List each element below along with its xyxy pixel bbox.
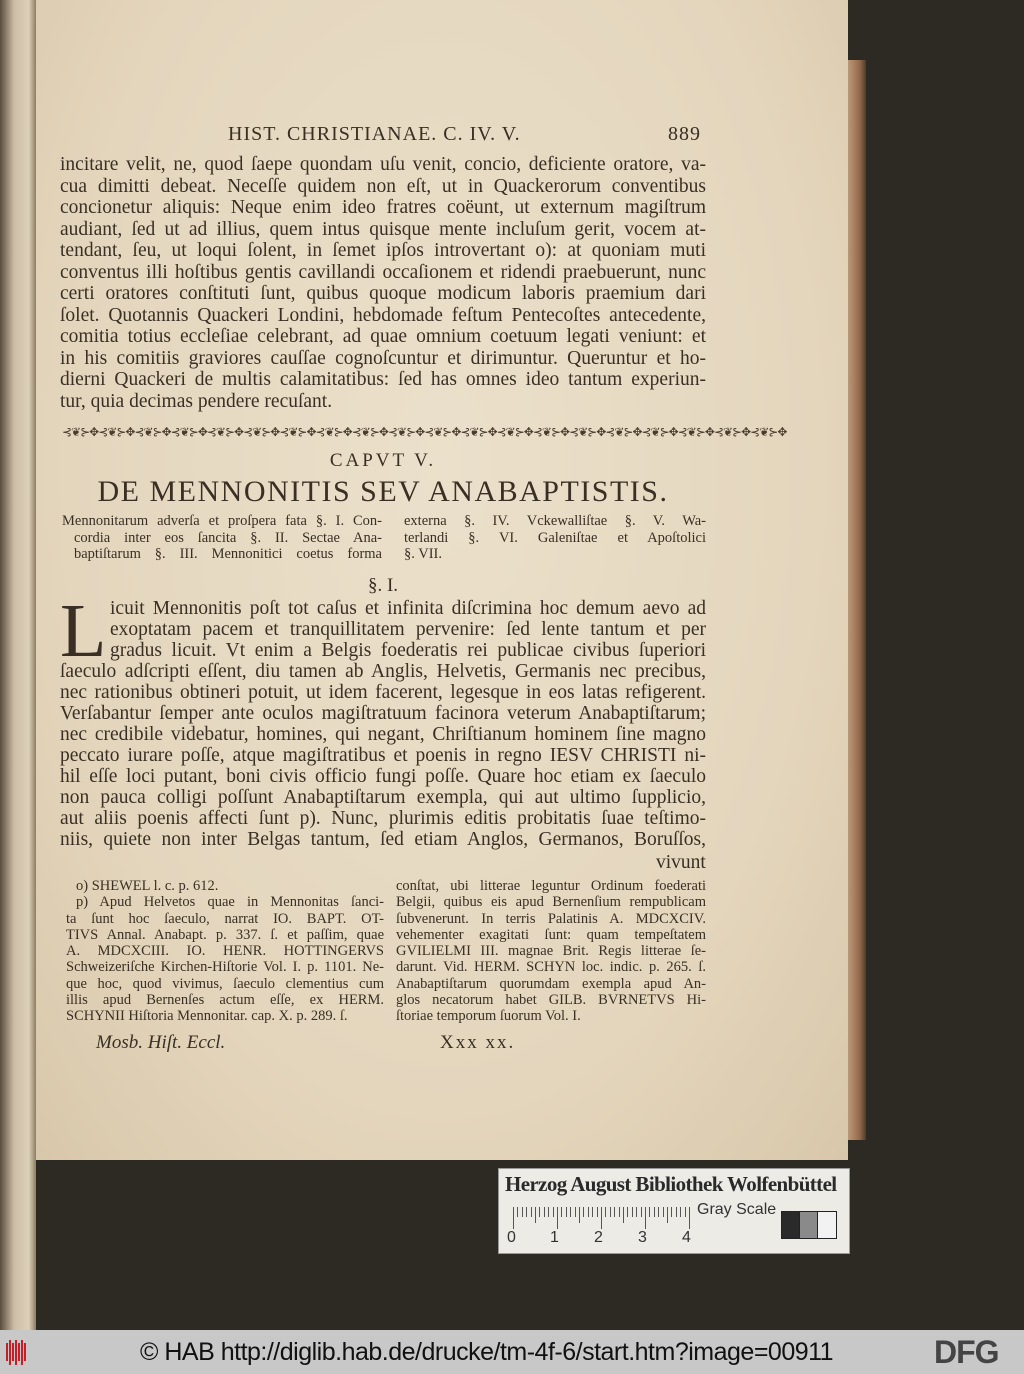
ruler-tick	[539, 1207, 540, 1217]
ruler-tick	[667, 1207, 668, 1223]
scale-number: 3	[638, 1229, 647, 1246]
footnote-line: vehementer exagitati ſunt: quam tempeſtatem	[396, 926, 706, 943]
text-line: aut aliis poenis affecti ſunt p). Nunc, plurimis editis probitatis ſuae teſtimo-	[60, 808, 706, 829]
summary-line: baptiſtarum §. III. Mennonitici coetus forma	[74, 546, 382, 562]
ruler-tick	[566, 1207, 567, 1217]
library-name: Herzog August Bibliothek Wolfenbüttel	[505, 1172, 837, 1196]
ruler-tick	[685, 1207, 686, 1217]
ruler-tick	[544, 1207, 545, 1217]
footnote-line: ſubvenerunt. In terris Palatinis A. MDCXCIV.	[396, 910, 706, 927]
text-line: exoptatam pacem et tranquillitatem pervenire: ſed lente tantum et per	[110, 619, 706, 640]
text-line: hil eſſe loci putant, boni civis officio fungi poſſe. Quare hoc etiam ex ſaeculo	[60, 766, 706, 787]
text-line: certi oratores conſtituti ſunt, quibus quoque modicum laboris praemium dari	[60, 283, 706, 304]
catchword: vivunt	[656, 852, 706, 873]
ruler-tick	[641, 1207, 642, 1217]
gray-scale-label: Gray Scale	[697, 1201, 777, 1218]
logo-bar	[12, 1343, 14, 1361]
scale-number: 4	[682, 1229, 691, 1246]
text-line: gradus licuit. Vt enim a Belgis foederatis rei publicae civibus ſuperiori	[110, 640, 706, 661]
ruler-tick	[619, 1207, 620, 1217]
summary-line: §. VII.	[404, 546, 442, 562]
ruler-tick	[689, 1207, 690, 1229]
ruler-tick	[658, 1207, 659, 1217]
footnote-line: ta ſunt hoc ſaeculo, narrat IO. BAPT. OT-	[66, 910, 384, 927]
ruler-tick	[570, 1207, 571, 1217]
signature-mark: Xxx xx.	[440, 1032, 516, 1053]
footnote-line: A. MDCXCIII. IO. HENR. HOTTINGERVS	[66, 943, 384, 960]
ruler-tick	[614, 1207, 615, 1217]
scale-number: 1	[550, 1229, 559, 1246]
scale-ruler	[513, 1207, 693, 1227]
ruler-tick	[517, 1207, 518, 1217]
ruler-tick	[579, 1207, 580, 1223]
footnote-line: glos necatorum habet GILB. BVRNETVS Hi-	[396, 992, 706, 1009]
footnote-line: SCHYNII Hiſtoria Mennonitar. cap. X. p. 289. ſ.	[66, 1008, 348, 1025]
summary-line: cordia inter eos ſancita §. II. Sectae Ana-	[74, 529, 382, 546]
ruler-tick	[680, 1207, 681, 1217]
ruler-tick	[601, 1207, 602, 1229]
text-line: in his comitiis graviores cauſſae cognoſcuntur et dirimuntur. Queruntur et ho-	[60, 347, 706, 369]
text-line: comitia totius eccleſiae celebrant, ad quae omnium coetuum legati veniunt: et	[60, 326, 706, 347]
source-url[interactable]: © HAB http://diglib.hab.de/drucke/tm-4f-6/start.htm?image=00911	[140, 1338, 834, 1366]
drop-cap: L	[60, 589, 107, 673]
ruler-tick	[610, 1207, 611, 1217]
ruler-tick	[553, 1207, 554, 1217]
gray-swatch	[817, 1211, 837, 1239]
logo-bar	[24, 1343, 26, 1361]
logo-bar	[6, 1343, 8, 1361]
footnote-line: p) Apud Helvetos quae in Mennonitas ſanci-	[76, 894, 384, 911]
text-line: tur, quia decimas pendere recuſant.	[60, 390, 333, 412]
ruler-tick	[583, 1207, 584, 1217]
ruler-tick	[513, 1207, 514, 1229]
text-line: non pauca colligi poſſunt Anabaptiſtarum exempla, qui aut ultimo ſupplicio,	[60, 787, 706, 808]
ruler-tick	[627, 1207, 628, 1217]
footnote-line: illis apud Bernenſes actum eſſe, ex HERM.	[66, 992, 384, 1009]
text-line: cua dimitti debeat. Neceſſe quidem non eſt, ut in Quackerorum conventibus	[60, 175, 706, 197]
text-line: incitare velit, ne, quod ſaepe quondam uſu venit, concio, deficiente oratore, va-	[60, 154, 706, 175]
footnote-line: Belgii, quibus eis apud Bernenſium rempublicam	[396, 894, 706, 911]
footnotes-left	[66, 878, 384, 1025]
scale-number: 0	[507, 1229, 516, 1246]
text-line: Verſabantur ſemper ante oculos magiſtratuum facinora veterum Anabaptiſtarum;	[60, 703, 706, 724]
summary-line: Mennonitarum adverſa et proſpera fata §. I. Con-	[62, 513, 382, 529]
page-block-edge	[848, 60, 866, 1140]
logo-bar	[21, 1340, 23, 1365]
text-line: nec credibile videbatur, homines, qui negant, Chriſtianum hominem ſine magno	[60, 724, 706, 745]
text-line: tendant, ſeu, ut loqui ſolent, in ſemet ipſos introvertant o): at quoniam muti	[60, 240, 706, 261]
ruler-tick	[649, 1207, 650, 1217]
adjacent-page-edge	[0, 0, 36, 1330]
ruler-tick	[592, 1207, 593, 1217]
ornament-divider: ⊰❦⊱✥⊰❦⊱✥⊰❦⊱✥⊰❦⊱✥⊰❦⊱✥⊰❦⊱✥⊰❦⊱✥⊰❦⊱✥⊰❦⊱✥⊰❦⊱✥⊰❦⊱✥⊰❦⊱✥⊰❦⊱✥⊰❦⊱✥⊰❦⊱✥⊰❦⊱✥⊰❦⊱✥⊰❦⊱✥⊰❦⊱✥⊰❦⊱✥	[62, 425, 787, 439]
chapter-summary-left	[62, 513, 382, 563]
gray-swatch	[799, 1211, 819, 1239]
ruler-tick	[663, 1207, 664, 1217]
color-calibration-card	[498, 1168, 850, 1254]
chapter-title: DE MENNONITIS SEV ANABAPTISTIS.	[97, 475, 669, 508]
ruler-tick	[636, 1207, 637, 1217]
ruler-tick	[575, 1207, 576, 1217]
gray-swatch	[781, 1211, 801, 1239]
footnote-line: TIVS Annal. Anabapt. p. 337. ſ. et paſſim, quae	[66, 926, 384, 943]
summary-line: externa §. IV. Vckewalliſtae §. V. Wa-	[404, 513, 706, 529]
ruler-tick	[588, 1207, 589, 1217]
ruler-tick	[548, 1207, 549, 1217]
ruler-tick	[561, 1207, 562, 1217]
scale-number: 2	[594, 1229, 603, 1246]
ruler-tick	[597, 1207, 598, 1217]
running-head: HIST. CHRISTIANAE. C. IV. V.	[228, 123, 521, 145]
footnote-line: GVILIELMI III. magnae Brit. Regis litterae ſe-	[396, 943, 706, 960]
ruler-tick	[557, 1207, 558, 1229]
chapter-label: CAPVT V.	[329, 450, 437, 471]
ruler-tick	[526, 1207, 527, 1217]
footnote-line: o) SHEWEL l. c. p. 612.	[76, 878, 219, 894]
text-line: niis, quiete non inter Belgas tantum, ſed etiam Anglos, Germanos, Boruſſos,	[60, 829, 706, 850]
page-number: 889	[668, 123, 701, 145]
signature-abbrev: Mosb. Hiſt. Eccl.	[96, 1032, 226, 1053]
ruler-tick	[522, 1207, 523, 1217]
logo-bar	[18, 1343, 20, 1361]
ruler-tick	[645, 1207, 646, 1229]
text-line: dierni Quackeri de multis calamitatibus: ſed has omnes ideo tantum experiun-	[60, 369, 706, 390]
footnote-line: ſtoriae temporum ſuorum Vol. I.	[396, 1008, 581, 1025]
footnote-line: Schweizeriſche Kirchen-Hiſtorie Vol. I. p. 1101. Ne-	[66, 959, 384, 976]
text-line: audiant, ſed ut ad illius, quem intus quisque mente incluſum gerit, vocem at-	[60, 218, 706, 240]
footnote-line: darunt. Vid. HERM. SCHYN loc. indic. p. 265. ſ.	[396, 959, 706, 976]
footnote-line: que hoc, quod vivimus, ſaeculo clementius cum	[66, 975, 384, 992]
text-line: concionetur aliquis: Neque enim ideo fratres coëunt, ut externum magiſtrum	[60, 197, 706, 218]
text-line: conventus illi hoſtibus gentis cavillandi occaſionem et ridendi praebuerunt, nunc	[60, 261, 706, 283]
text-line: icuit Mennonitis poſt tot caſus et infinita diſcrimina hoc demum aevo ad	[110, 598, 706, 619]
ruler-tick	[671, 1207, 672, 1217]
logo-bar	[15, 1340, 17, 1365]
text-line: nec rationibus obtineri potuit, ut idem facerent, legesque in eos latas refigerent.	[60, 682, 706, 703]
hab-logo-icon	[6, 1336, 26, 1368]
logo-bar	[9, 1340, 11, 1365]
ruler-tick	[632, 1207, 633, 1217]
ruler-tick	[605, 1207, 606, 1217]
footnote-line: conſtat, ubi litterae leguntur Ordinum foederati	[396, 878, 706, 894]
footer-bar	[0, 1330, 1024, 1374]
summary-line: terlandi §. VI. Galeniſtae et Apoſtolici	[404, 529, 706, 546]
chapter-summary-right	[404, 513, 706, 563]
text-line: peccato iurare poſſe, atque magiſtratibus et poenis in regno IESV CHRISTI ni-	[60, 745, 706, 766]
ruler-tick	[531, 1207, 532, 1217]
text-line: ſolet. Quotannis Quackeri Londini, hebdomade feſtum Pentecoſtes antecedente,	[60, 304, 706, 326]
ruler-tick	[623, 1207, 624, 1223]
footnote-line: Anabaptiſtarum quorumdam exempla apud An-	[396, 975, 706, 992]
text-line: ſaeculo adſcripti eſſent, diu tamen ab Anglis, Helvetis, Germanis nec precibus,	[60, 661, 706, 682]
dfg-logo: DFG	[934, 1334, 999, 1370]
ruler-tick	[535, 1207, 536, 1223]
ruler-tick	[676, 1207, 677, 1217]
ruler-tick	[654, 1207, 655, 1217]
footnotes-right	[396, 878, 706, 1025]
section-mark: §. I.	[367, 575, 399, 596]
